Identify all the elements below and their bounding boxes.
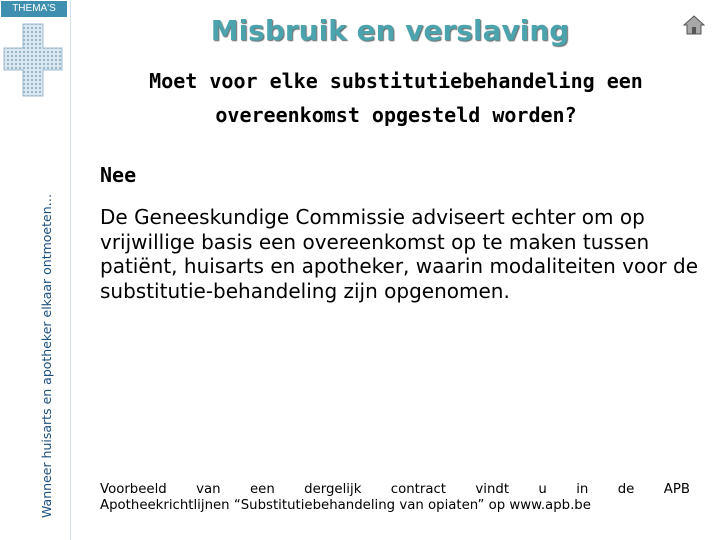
footnote-line-1: Voorbeeld van een dergelijk contract vindt u in de APB <box>100 482 690 497</box>
slide-question: Moet voor elke substitutiebehandeling een overeenkomst opgesteld worden? <box>149 69 643 127</box>
footnote-line-2: Apotheekrichtlijnen “Substitutiebehandeling van opiaten” op www.apb.be <box>100 498 591 513</box>
sidebar-divider <box>70 0 71 540</box>
vertical-caption: Wanneer huisarts en apotheker elkaar ontmoeten… <box>39 193 54 518</box>
themas-tab[interactable]: THEMA'S <box>0 0 68 18</box>
home-icon[interactable] <box>683 14 705 36</box>
slide-body-text: De Geneeskundige Commissie adviseert echter om op vrijwillige basis een overeenkomst op te maken tussen patiënt, huisarts en apotheker, waarin modaliteiten voor de substitutie-behandeling zijn opgenomen. <box>100 205 699 303</box>
slide-footnote <box>100 482 690 514</box>
page-title: Misbruik en verslaving <box>210 14 570 47</box>
slide-answer: Nee <box>100 163 137 187</box>
pharmacy-cross-logo <box>2 22 64 98</box>
